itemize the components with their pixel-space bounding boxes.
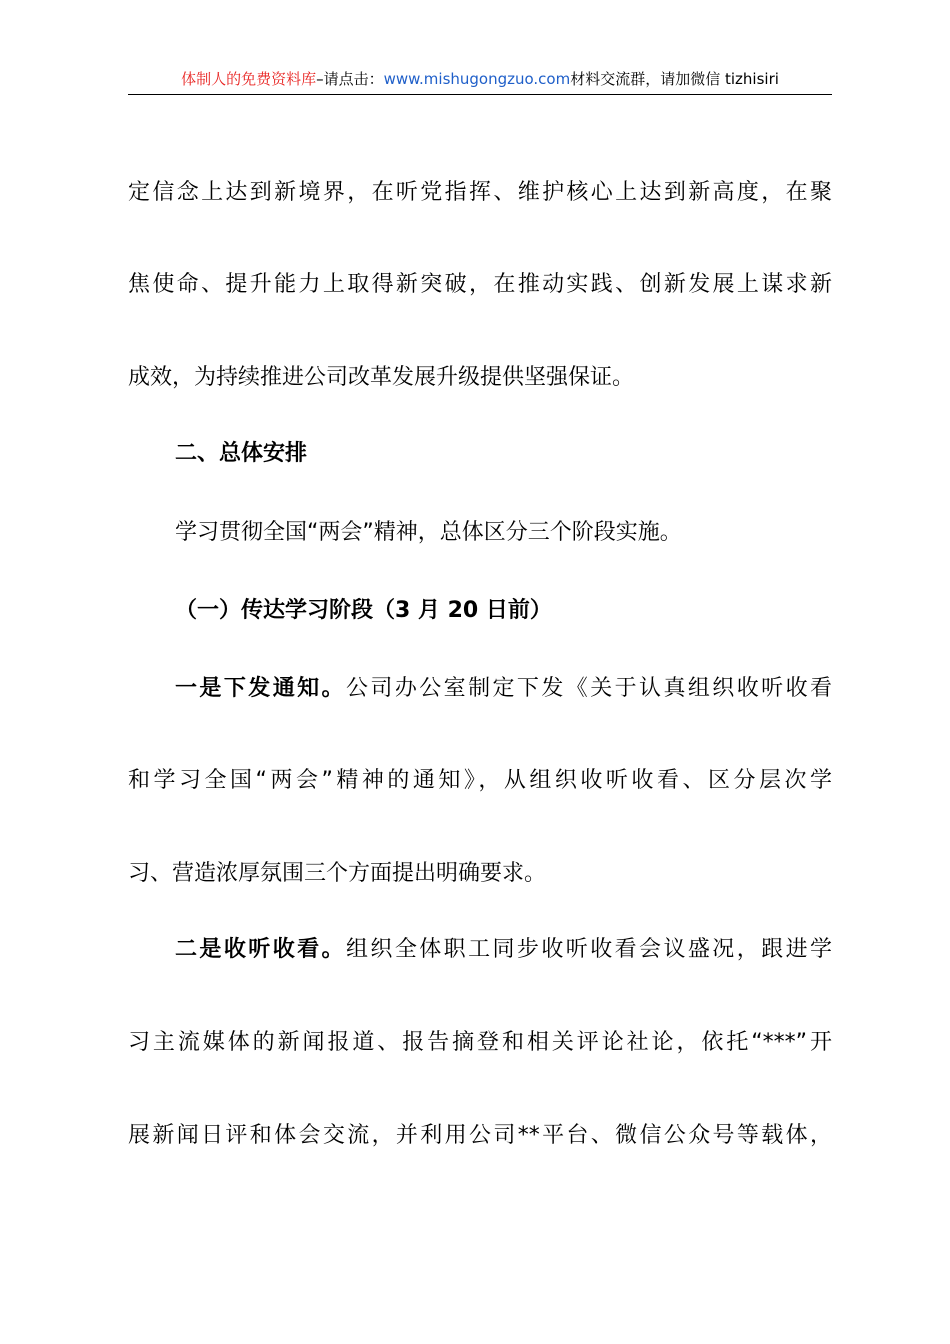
item-text: 公司办公室制定下发《关于认真组织收听收看 — [345, 676, 832, 701]
item-text: 组织全体职工同步收听收看会议盛况，跟进学 — [345, 937, 832, 962]
header-contact: 材料交流群，请加微信 tizhisiri — [570, 70, 779, 88]
header-brand: 体制人的免费资料库 — [181, 70, 317, 88]
paragraph-line: 习主流媒体的新闻报道、报告摘登和相关评论社论，依托“***”开 — [128, 1030, 833, 1055]
paragraph-line: 定信念上达到新境界，在听党指挥、维护核心上达到新高度，在聚 — [128, 180, 832, 205]
item-lead: 一是下发通知。 — [175, 676, 346, 701]
item-first-line — [175, 673, 832, 705]
intro-paragraph: 学习贯彻全国“两会”精神，总体区分三个阶段实施。 — [175, 520, 682, 545]
paragraph-line: 成效，为持续推进公司改革发展升级提供坚强保证。 — [128, 365, 635, 390]
section-heading: 二、总体安排 — [175, 441, 308, 466]
header-url-link[interactable]: www.mishugongzuo.com — [383, 70, 571, 88]
paragraph-line: 焦使命、提升能力上取得新突破，在推动实践、创新发展上谋求新 — [128, 272, 832, 297]
sub-heading: （一）传达学习阶段（3 月 20 日前） — [175, 598, 552, 623]
paragraph-line: 习、营造浓厚氛围三个方面提出明确要求。 — [128, 861, 547, 886]
item-lead: 二是收听收看。 — [175, 937, 346, 962]
header-prompt: –请点击： — [316, 70, 384, 88]
paragraph-line: 展新闻日评和体会交流，并利用公司**平台、微信公众号等载体， — [128, 1123, 832, 1148]
item-first-line — [175, 934, 832, 966]
page-header — [128, 68, 832, 95]
paragraph-line: 和学习全国“两会”精神的通知》，从组织收听收看、区分层次学 — [128, 768, 832, 793]
